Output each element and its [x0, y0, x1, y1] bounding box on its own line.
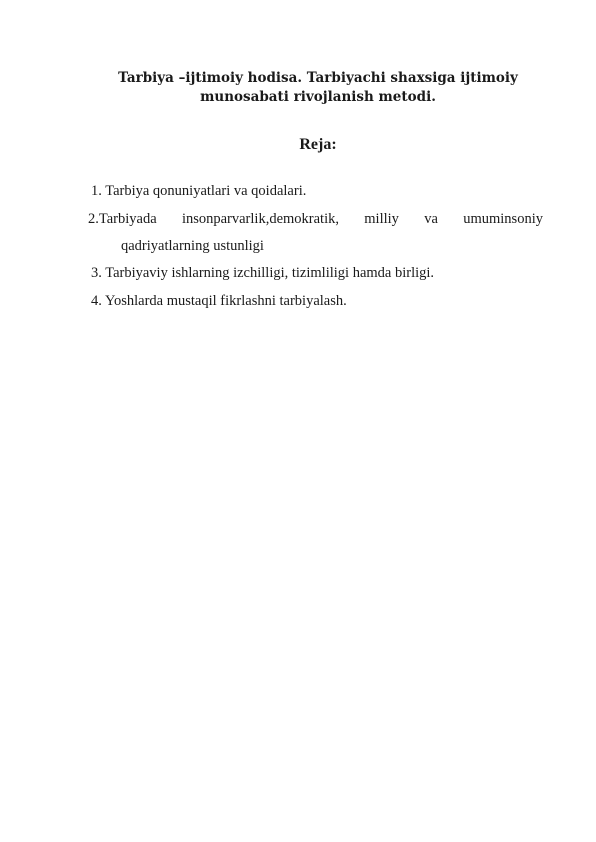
plan-item-2-word: va — [424, 211, 438, 227]
document-title-line-1: Tarbiya –ijtimoiy hodisa. Tarbiyachi shaxsiga ijtimoiy — [118, 70, 518, 86]
plan-item-3: 3. Tarbiyaviy ishlarning izchilligi, tizimliligi hamda birligi. — [91, 265, 435, 281]
document-title-line-2: munosabati rivojlanish metodi. — [200, 89, 436, 105]
plan-item-2-continuation: qadriyatlarning ustunligi — [121, 238, 264, 254]
plan-item-2-word: insonparvarlik,demokratik, — [181, 211, 339, 227]
plan-item-2 — [88, 209, 543, 229]
plan-item-1: 1. Tarbiya qonuniyatlari va qoidalari. — [91, 183, 307, 199]
plan-item-4: 4. Yoshlarda mustaqil fikrlashni tarbiyalash. — [91, 293, 347, 309]
plan-item-2-word: 2.Tarbiyada — [88, 211, 157, 227]
plan-item-2-word: umuminsoniy — [463, 211, 543, 227]
plan-heading: Reja: — [299, 136, 337, 153]
plan-item-2-word: milliy — [364, 211, 399, 227]
